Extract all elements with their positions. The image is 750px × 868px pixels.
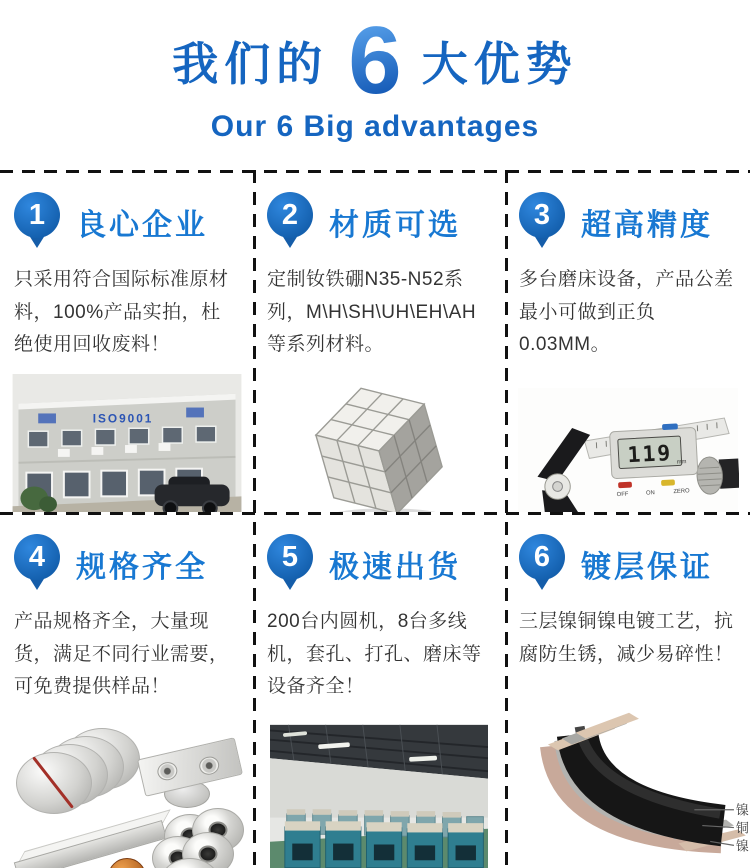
title-prefix: 我们的 xyxy=(172,38,329,91)
lcd-unit: mm xyxy=(676,459,687,466)
page-subtitle: Our 6 Big advantages xyxy=(210,110,540,144)
facade-text: ISO9001 xyxy=(92,411,154,426)
advantage-title: 材质可选 xyxy=(329,209,461,242)
advantage-title: 良心企业 xyxy=(76,209,208,242)
dashed-divider-col1 xyxy=(253,170,256,868)
advantage-title: 极速出货 xyxy=(329,551,461,584)
factory-floor-photo xyxy=(270,720,488,868)
advantage-description: 三层镍铜镍电镀工艺，抗腐防生锈，减少易碎性！ xyxy=(519,611,734,665)
badge-number: 3 xyxy=(533,199,551,231)
advantage-description: 产品规格齐全，大量现货，满足不同行业需要，可免费提供样品！ xyxy=(14,611,229,698)
number-badge-pin-icon xyxy=(519,192,565,252)
magnet-products-photo xyxy=(12,714,252,868)
dashed-divider-middle xyxy=(0,512,750,515)
zero-label: ZERO xyxy=(673,488,690,496)
advantage-description: 200台内圆机，8台多线机，套孔、打孔、磨床等设备齐全！ xyxy=(267,611,482,698)
advantage-card-5 xyxy=(253,512,505,868)
advantage-title: 镀层保证 xyxy=(581,551,713,584)
advantage-card-1 xyxy=(0,170,253,512)
page-header xyxy=(0,0,750,170)
coating-layers-art xyxy=(517,693,750,868)
dashed-divider-col2 xyxy=(505,170,508,868)
title-suffix: 大优势 xyxy=(421,38,578,91)
advantage-card-3 xyxy=(505,170,750,512)
magnet-cube-photo xyxy=(265,366,495,512)
advantage-card-2 xyxy=(253,170,505,512)
coating-layers-diagram xyxy=(517,693,750,868)
advantage-description: 只采用符合国际标准原材料，100%产品实拍，杜绝使用回收废料！ xyxy=(14,269,229,356)
badge-number: 1 xyxy=(28,199,46,231)
number-badge-pin-icon xyxy=(519,534,565,594)
digital-caliper-art xyxy=(517,388,739,512)
dashed-divider-top xyxy=(0,170,750,173)
disc-magnet xyxy=(16,752,92,814)
off-label: OFF xyxy=(616,491,629,499)
factory-floor-art xyxy=(270,720,488,868)
coating-label-nickel-inner: 镍 xyxy=(735,838,749,854)
badge-number: 4 xyxy=(28,541,46,573)
advantage-title: 超高精度 xyxy=(581,209,713,242)
digital-caliper-photo xyxy=(517,388,739,512)
number-badge-pin-icon xyxy=(267,534,313,594)
magnet-cube-art xyxy=(265,366,495,512)
badge-number: 2 xyxy=(281,199,299,231)
badge-number: 6 xyxy=(533,541,551,573)
lcd-value: 119 xyxy=(626,440,673,469)
blue-button xyxy=(662,423,678,430)
advantage-title: 规格齐全 xyxy=(76,551,208,584)
coating-label-nickel-outer: 镍 xyxy=(735,803,749,819)
title-big-number: 6 xyxy=(348,7,402,114)
zero-button xyxy=(661,479,675,486)
machine-row-front xyxy=(285,821,484,867)
advantage-card-4 xyxy=(0,512,253,868)
factory-building-photo xyxy=(12,374,242,512)
number-badge-pin-icon xyxy=(14,534,60,594)
advantages-grid xyxy=(0,170,750,868)
advantage-card-6 xyxy=(505,512,750,868)
coating-label-copper: 铜 xyxy=(735,820,749,836)
badge-number: 5 xyxy=(281,541,299,573)
off-button xyxy=(618,482,632,489)
page-title xyxy=(0,0,750,114)
advantage-description: 多台磨床设备，产品公差最小可做到正负0.03MM。 xyxy=(519,269,734,356)
on-label: ON xyxy=(645,490,655,497)
number-badge-pin-icon xyxy=(14,192,60,252)
advantage-description: 定制钕铁硼N35-N52系列，M\H\SH\UH\EH\AH等系列材料。 xyxy=(267,269,477,356)
red-marking-line xyxy=(32,756,74,808)
number-badge-pin-icon xyxy=(267,192,313,252)
factory-building-art xyxy=(12,374,242,512)
